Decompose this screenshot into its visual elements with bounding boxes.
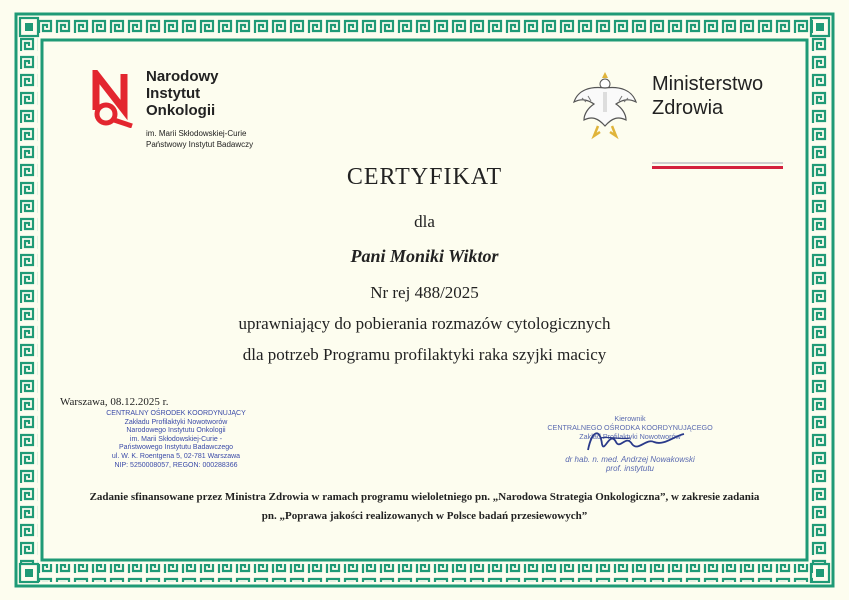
left-stamp (86, 410, 266, 470)
certificate-program: dla potrzeb Programu profilaktyki raka szyjki macicy (242, 345, 607, 364)
stamp-line: Państwowego Instytutu Badawczego (118, 444, 233, 452)
stamp-line: Zakład Profilaktyki Nowotworów (579, 432, 681, 441)
funding-note: Zadanie sfinansowane przez Ministra Zdrowia w ramach programu wieloletniego pn. „Narodowa Strategia Onkologiczna”, w zakresie zadania (89, 491, 760, 503)
stamp-line: Zakładu Profilaktyki Nowotworów (124, 418, 228, 426)
nio-name-line: Instytut (146, 85, 201, 102)
ministry-name-line: Ministerstwo (652, 73, 764, 95)
place-date: Warszawa, 08.12.2025 r. (60, 396, 169, 408)
nio-name-line: Narodowy (146, 68, 219, 85)
certificate-for: dla (414, 212, 435, 231)
certificate-purpose: uprawniający do pobierania rozmazów cytologicznych (238, 314, 611, 333)
nio-name (146, 68, 219, 119)
ministry-name-line: Zdrowia (652, 97, 724, 119)
nio-subtitle (146, 128, 253, 150)
stamp-line: Narodowego Instytutu Onkologii (126, 427, 226, 435)
recipient-name: Pani Moniki Wiktor (350, 246, 499, 266)
stamp-line: ul. W. K. Roentgena 5, 02-781 Warszawa (111, 452, 241, 460)
stamp-line: CENTRALNEGO OŚRODKA KOORDYNUJĄCEGO (547, 423, 713, 432)
registry-number: Nr rej 488/2025 (370, 283, 479, 302)
nio-subtitle-line: im. Marii Skłodowskiej-Curie (146, 129, 247, 138)
nio-subtitle-line: Państwowy Instytut Badawczy (146, 140, 254, 149)
stamp-line: prof. instytutu (605, 464, 655, 473)
stamp-line: Kierownik (614, 414, 646, 423)
ministry-logo (570, 68, 790, 148)
nio-mark-icon (88, 70, 142, 128)
stamp-line: NIP: 5250008057, REGON: 000288366 (114, 461, 238, 469)
stamp-line: im. Marii Skłodowskiej-Curie - (129, 435, 223, 443)
nio-name-line: Onkologii (146, 102, 216, 119)
nio-logo (88, 66, 268, 156)
ministry-name (652, 72, 763, 120)
certificate-title: CERTYFIKAT (346, 164, 503, 190)
stamp-line: CENTRALNY OŚRODEK KOORDYNUJĄCY (106, 410, 246, 417)
certificate-content (60, 44, 789, 556)
stamp-line: dr hab. n. med. Andrzej Nowakowski (565, 455, 695, 464)
eagle-emblem-icon (570, 68, 640, 142)
funding-note-task: pn. „Poprawa jakości realizowanych w Polsce badań przesiewowych” (261, 510, 588, 522)
handwritten-signature (580, 420, 690, 460)
